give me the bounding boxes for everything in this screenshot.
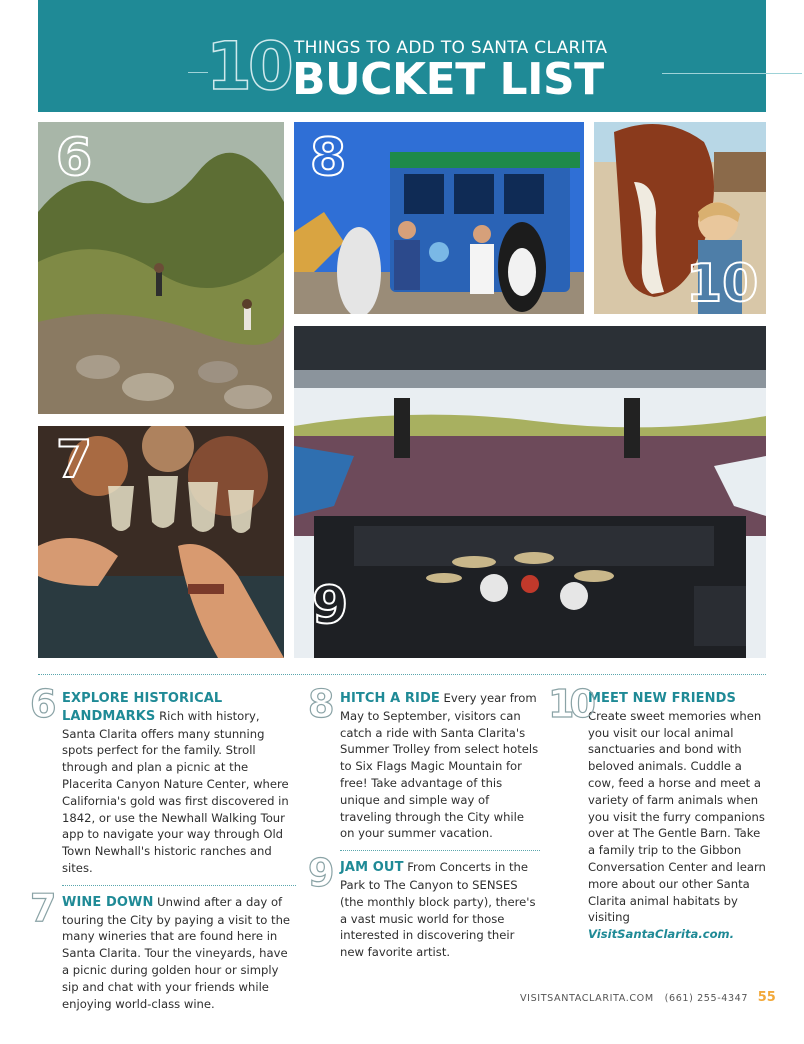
item-body: Create sweet memories when you visit our local animal sanctuaries and bond with beloved animals. Cuddle a cow, feed a horse and meet a variety of farm animals when you visit the furry companions over at The Gentle Barn. Take a family trip to the Gibbon Conversation Center and learn more about our other Santa Clarita animal habitats by visiting xyxy=(588,708,766,925)
banner-pre-title: THINGS TO ADD TO SANTA CLARITA xyxy=(294,38,608,58)
page-number: 55 xyxy=(757,990,776,1005)
item-body: From Concerts in the Park to The Canyon to SENSES (the monthly block party), there's a vast music world for those interested in discovering their new favorite artist. xyxy=(340,860,536,960)
item-heading: HITCH A RIDE xyxy=(340,691,440,706)
banner-rule-right xyxy=(662,73,802,74)
item-number-8: 8 xyxy=(308,682,332,726)
photo-number-7: 7 xyxy=(56,430,93,490)
item-number-10: 10 xyxy=(548,682,591,726)
item-number-7: 7 xyxy=(30,885,54,930)
item-body: Rich with history, Santa Clarita offers many stunning spots perfect for the family. Stroll through and plan a picnic at the Placerita Canyon Nature Center, where California's gold was first discovered in 1842, or use the Newhall Walking Tour app to navigate your way through Old Town Newhall's historic ranches and sites. xyxy=(62,708,289,875)
photo-wine-toast xyxy=(38,426,284,658)
item-separator xyxy=(340,850,540,851)
photo-number-10: 10 xyxy=(686,254,759,314)
item-number-9: 9 xyxy=(308,851,332,896)
item-separator xyxy=(62,885,296,886)
photo-hiking-canyon xyxy=(38,122,284,414)
item-heading: MEET NEW FRIENDS xyxy=(588,691,736,706)
item-heading: WINE DOWN xyxy=(62,894,154,910)
footer-website: VISITSANTACLARITA.COM xyxy=(520,993,654,1004)
item-body: Unwind after a day of touring the City by paying a visit to the many wineries that are found here in Santa Clarita. Tour the vineyards, have a picnic during golden hour or simply sip and chat with your friends while enjoying world-class wine. xyxy=(62,894,291,1011)
photo-number-8: 8 xyxy=(310,128,347,188)
photo-number-9: 9 xyxy=(312,576,349,636)
item-7 xyxy=(30,885,296,1013)
photo-number-6: 6 xyxy=(56,128,93,188)
item-number-6: 6 xyxy=(30,682,54,726)
photo-outdoor-concert xyxy=(294,326,766,658)
section-divider xyxy=(38,674,766,675)
banner-number: 10 xyxy=(206,28,290,105)
column-right xyxy=(548,682,766,943)
banner-rule-left xyxy=(188,72,208,73)
item-10 xyxy=(548,682,766,943)
column-middle xyxy=(308,682,540,961)
item-heading: EXPLORE HISTORICAL LANDMARKS xyxy=(62,691,223,724)
item-body: Every year from May to September, visitors can catch a ride with Santa Clarita's Summer Trolley from select hotels to Six Flags Magic Mountain for free! Take advantage of this unique and simple way of traveling through the City while on your summer vacation. xyxy=(340,691,539,841)
page-footer xyxy=(520,990,776,1005)
item-heading: JAM OUT xyxy=(340,860,404,876)
photo-child-and-horse xyxy=(594,122,766,314)
photo-summer-trolley xyxy=(294,122,584,314)
banner-title: BUCKET LIST xyxy=(292,54,604,105)
item-8 xyxy=(308,682,540,842)
column-left xyxy=(30,682,296,1012)
item-9 xyxy=(308,851,540,961)
item-6 xyxy=(30,682,296,877)
footer-phone: (661) 255-4347 xyxy=(664,993,749,1004)
visit-santa-clarita-link[interactable]: VisitSantaClarita.com. xyxy=(588,927,735,942)
title-banner xyxy=(38,0,766,112)
